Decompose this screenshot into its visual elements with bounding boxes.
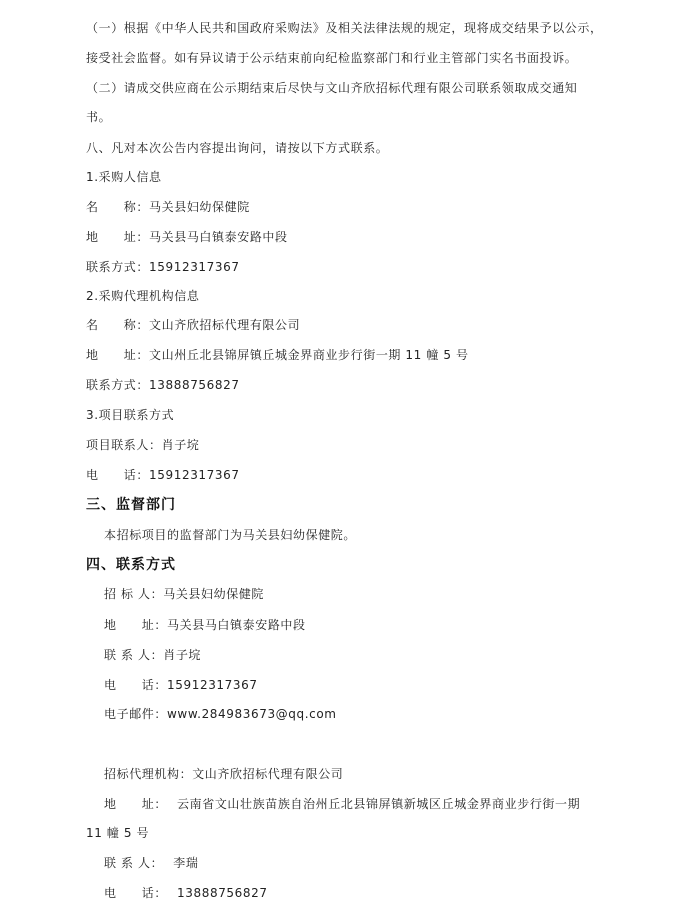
buyer-contact-label: 联系方式： bbox=[86, 260, 150, 274]
tenderer-contact-value: 肖子垸 bbox=[163, 648, 202, 662]
tenderer-value: 马关县妇幼保健院 bbox=[163, 587, 265, 601]
project-phone-row bbox=[86, 468, 240, 482]
agency-address-line-1-row bbox=[104, 797, 580, 811]
agency-contact-person-row bbox=[104, 856, 198, 870]
agency-contact-label: 联系方式： bbox=[86, 378, 150, 392]
tenderer-phone-value: 15912317367 bbox=[167, 678, 258, 692]
buyer-contact-value: 15912317367 bbox=[149, 260, 240, 274]
buyer-name-row bbox=[86, 200, 250, 214]
agency-name-row bbox=[86, 318, 300, 332]
tenderer-address-row bbox=[104, 618, 306, 632]
project-contact-title: 3.项目联系方式 bbox=[86, 408, 175, 422]
agency-label: 招标代理机构： bbox=[104, 767, 193, 781]
tenderer-row bbox=[104, 587, 264, 601]
agency-contact-value: 13888756827 bbox=[149, 378, 240, 392]
contact-heading: 四、联系方式 bbox=[86, 557, 176, 573]
project-contact-person-value: 肖子垸 bbox=[161, 438, 200, 452]
project-contact-person-row bbox=[86, 438, 199, 452]
contact-agency-phone-value: 13888756827 bbox=[177, 886, 268, 900]
tenderer-contact-row bbox=[104, 648, 201, 662]
tenderer-address-label: 地 址： bbox=[104, 618, 168, 632]
buyer-contact-row bbox=[86, 260, 240, 274]
tenderer-label: 招 标 人： bbox=[104, 587, 164, 601]
agency-contact-row bbox=[86, 378, 240, 392]
buyer-address-label: 地 址： bbox=[86, 230, 150, 244]
buyer-address-row bbox=[86, 230, 288, 244]
tenderer-email-row bbox=[104, 707, 337, 721]
tenderer-email-label: 电子邮件： bbox=[104, 707, 168, 721]
agency-phone-row bbox=[104, 886, 268, 900]
project-phone-value: 15912317367 bbox=[149, 468, 240, 482]
item-1-line-2: 接受社会监督。如有异议请于公示结束前向纪检监察部门和行业主管部门实名书面投诉。 bbox=[86, 51, 578, 65]
project-phone-label: 电 话： bbox=[86, 468, 150, 482]
tenderer-contact-label: 联 系 人： bbox=[104, 648, 164, 662]
tenderer-address-value: 马关县马白镇泰安路中段 bbox=[167, 618, 306, 632]
agency-name-label: 名 称： bbox=[86, 318, 150, 332]
agency-address-value: 文山州丘北县锦屏镇丘城金界商业步行街一期 11 幢 5 号 bbox=[149, 348, 469, 362]
contact-agency-address-line-2: 11 幢 5 号 bbox=[86, 826, 150, 840]
buyer-info-title: 1.采购人信息 bbox=[86, 170, 162, 184]
buyer-name-value: 马关县妇幼保健院 bbox=[149, 200, 250, 214]
supervision-text: 本招标项目的监督部门为马关县妇幼保健院。 bbox=[104, 528, 357, 542]
section-8-title: 八、凡对本次公告内容提出询问，请按以下方式联系。 bbox=[86, 141, 389, 155]
agency-row bbox=[104, 767, 343, 781]
agency-address-row bbox=[86, 348, 469, 362]
item-2-line-1: （二）请成交供应商在公示期结束后尽快与文山齐欣招标代理有限公司联系领取成交通知 bbox=[86, 81, 578, 95]
contact-agency-contact-value: 李瑞 bbox=[173, 856, 199, 870]
agency-name-value: 文山齐欣招标代理有限公司 bbox=[149, 318, 301, 332]
contact-agency-address-label: 地 址： bbox=[104, 797, 168, 811]
item-2-line-2: 书。 bbox=[86, 110, 112, 124]
agency-address-label: 地 址： bbox=[86, 348, 150, 362]
agency-value: 文山齐欣招标代理有限公司 bbox=[192, 767, 344, 781]
item-1-line-1: （一）根据《中华人民共和国政府采购法》及相关法律法规的规定，现将成交结果予以公示， bbox=[86, 21, 603, 35]
contact-agency-contact-label: 联 系 人： bbox=[104, 856, 164, 870]
buyer-name-label: 名 称： bbox=[86, 200, 150, 214]
supervision-heading: 三、监督部门 bbox=[86, 497, 176, 513]
tenderer-email-value: www.284983673@qq.com bbox=[167, 707, 337, 721]
contact-agency-address-line-1: 云南省文山壮族苗族自治州丘北县锦屏镇新城区丘城金界商业步行街一期 bbox=[177, 797, 581, 811]
agency-info-title: 2.采购代理机构信息 bbox=[86, 289, 200, 303]
tenderer-phone-label: 电 话： bbox=[104, 678, 168, 692]
contact-agency-phone-label: 电 话： bbox=[104, 886, 168, 900]
buyer-address-value: 马关县马白镇泰安路中段 bbox=[149, 230, 288, 244]
project-contact-person-label: 项目联系人： bbox=[86, 438, 162, 452]
tenderer-phone-row bbox=[104, 678, 258, 692]
